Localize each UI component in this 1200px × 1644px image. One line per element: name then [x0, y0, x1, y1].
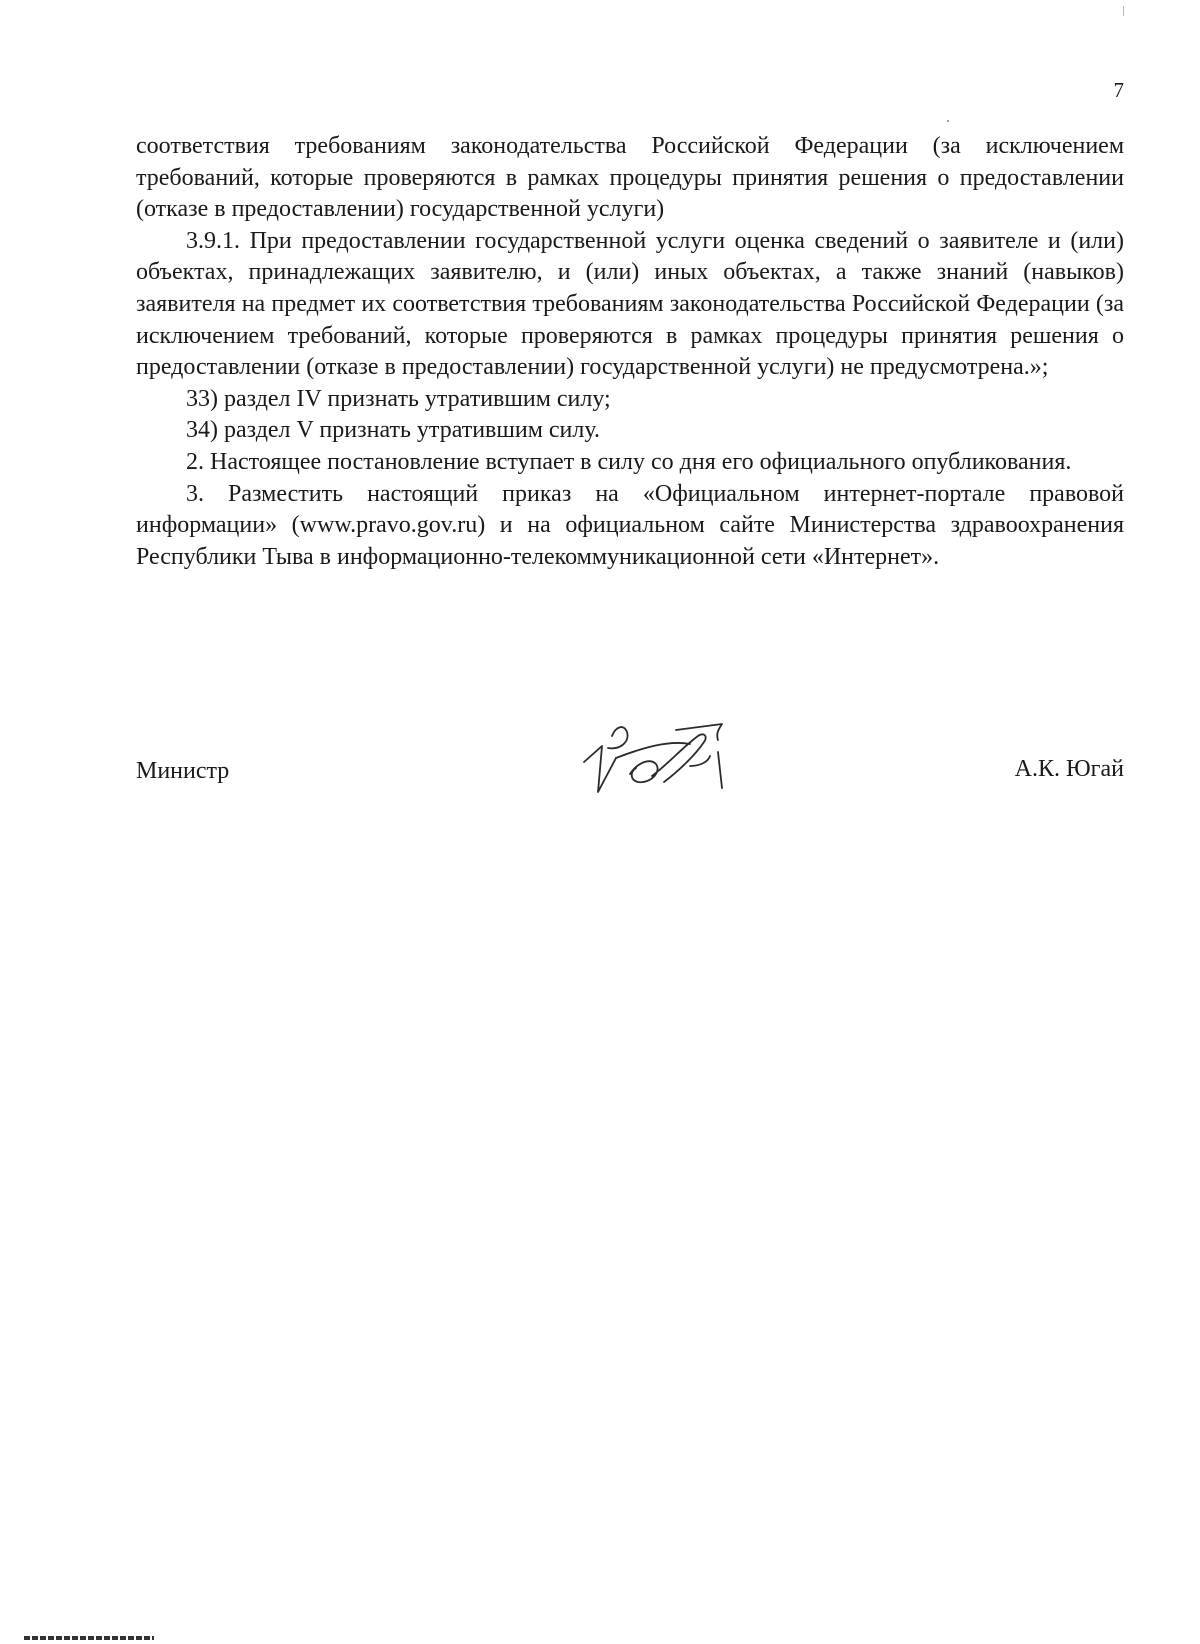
scan-artifact-dot	[947, 120, 949, 122]
paragraph-item-33: 33) раздел IV признать утратившим силу;	[186, 385, 611, 412]
scan-artifact-bottom-bar	[24, 1636, 154, 1640]
signature-block	[136, 718, 1124, 808]
paragraph-continuation: соответствия требованиям законодательства Российской Федерации (за исключением требований, которые проверяются в рамках процедуры принятия решения о предоставлении (отказе в предоставлении) государственной услуги)	[136, 133, 1124, 223]
paragraph-item-34: 34) раздел V признать утратившим силу.	[186, 417, 600, 444]
signer-name: А.К. Югай	[1014, 756, 1124, 782]
paragraph-3-9-1: 3.9.1. При предоставлении государственной услуги оценка сведений о заявителе и (или) объектах, принадлежащих заявителю, и (или) иных объектах, а также знаний (навыков) заявителя на предмет их соответствия требованиям законодательства Российской Федерации (за исключением требований, которые проверяются в рамках процедуры принятия решения о предоставлении (отказе в предоставлении) государственной услуги) не предусмотрена.»;	[136, 227, 1124, 381]
paragraph-clause-2: 2. Настоящее постановление вступает в силу со дня его официального опубликования.	[186, 448, 1072, 475]
document-body	[136, 131, 1124, 573]
signer-position: Министр	[136, 758, 230, 784]
scan-artifact-top	[1123, 6, 1124, 16]
handwritten-signature-icon	[572, 718, 742, 808]
paragraph-clause-3: 3. Разместить настоящий приказ на «Официальном интернет-портале правовой информации» (www.pravo.gov.ru) и на официальном сайте Министерства здравоохранения Республики Тыва в информационно-телекоммуникационной сети «Интернет».	[136, 480, 1124, 570]
page-number: 7	[1113, 78, 1124, 102]
